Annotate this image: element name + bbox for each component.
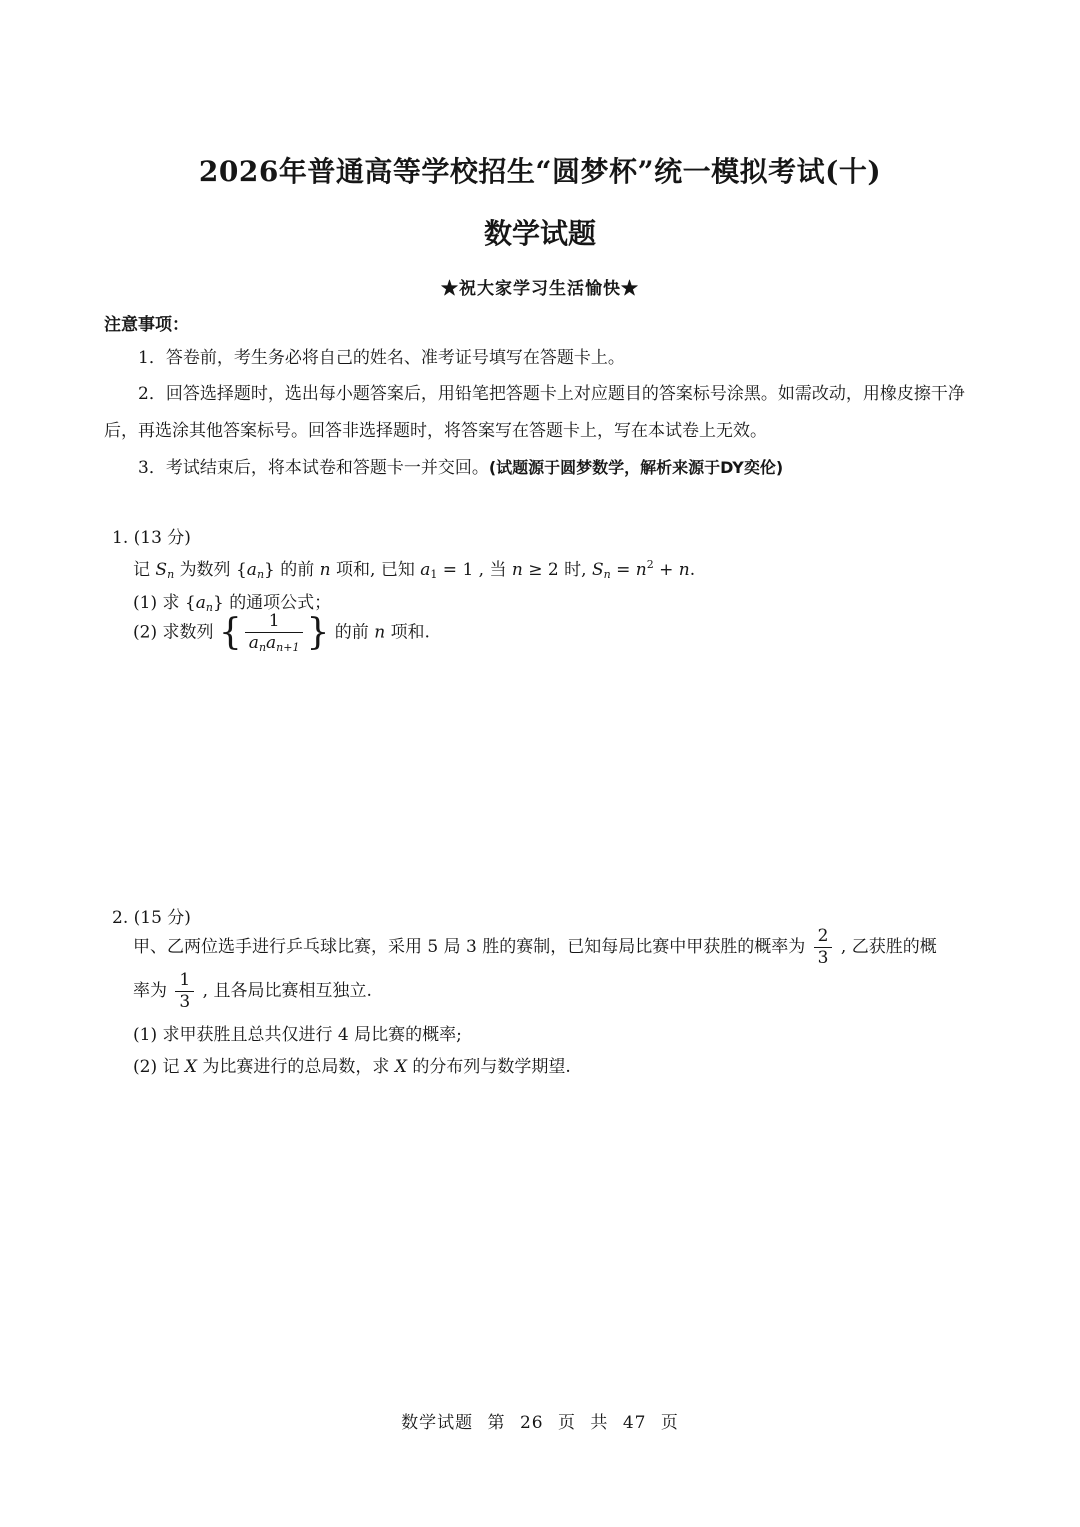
q1-sub-1: 1 bbox=[430, 568, 438, 581]
notes-heading: 注意事项： bbox=[104, 315, 189, 335]
q1-stem bbox=[133, 555, 695, 581]
q1-var-n: n bbox=[319, 560, 331, 580]
q1-var-n: n bbox=[374, 622, 386, 643]
q2-stem-line-2 bbox=[133, 972, 372, 1011]
q2-part-1: (1) 求甲获胜且总共仅进行 4 局比赛的概率; bbox=[133, 1025, 462, 1045]
q1-text: 记 bbox=[133, 560, 150, 580]
q1-part2-label: (2) 求数列 bbox=[133, 622, 214, 643]
q1-brace: } bbox=[264, 560, 275, 580]
exam-title: 2026年普通高等学校招生“圆梦杯”统一模拟考试(十) bbox=[198, 155, 882, 188]
q1-sub-n: n bbox=[258, 641, 267, 654]
q1-sub-n: n bbox=[256, 568, 265, 581]
q1-var-n: n bbox=[511, 560, 523, 580]
fraction-denominator bbox=[245, 632, 304, 653]
q1-text: ≥ 2 时, bbox=[528, 560, 587, 580]
fraction-denominator: 3 bbox=[175, 991, 194, 1011]
q1-var-a: a bbox=[195, 593, 206, 613]
note-item-3 bbox=[138, 450, 783, 486]
fraction-numerator: 1 bbox=[268, 611, 280, 631]
footer-page-number: 26 bbox=[519, 1413, 544, 1433]
q1-text: 的前 bbox=[280, 560, 315, 580]
q1-text: . bbox=[689, 560, 696, 580]
q2-text: 率为 bbox=[133, 981, 167, 1001]
q1-sub-n1: n+1 bbox=[276, 641, 300, 654]
footer-text: 第 bbox=[487, 1413, 506, 1433]
footer-text: 页 bbox=[660, 1413, 679, 1433]
q1-part2-text: 项和. bbox=[390, 622, 430, 643]
q1-part1-text: 的通项公式； bbox=[229, 593, 332, 613]
q1-part-1 bbox=[133, 588, 331, 614]
q1-var-s: S bbox=[591, 560, 604, 580]
q2-part-2 bbox=[133, 1052, 571, 1077]
q2-text: , 乙获胜的概 bbox=[840, 937, 937, 957]
q1-var-a: a bbox=[248, 633, 259, 653]
q2-text: 甲、乙两位选手进行乒乓球比赛，采用 5 局 3 胜的赛制，已知每局比赛中甲获胜的概率为 bbox=[133, 937, 806, 957]
q2-text: , 且各局比赛相互独立. bbox=[202, 981, 372, 1001]
footer-total-pages: 47 bbox=[622, 1413, 647, 1433]
q2-stem-line-1 bbox=[133, 928, 937, 967]
q1-heading: 1. (13 分) bbox=[112, 528, 191, 548]
fraction-numerator: 2 bbox=[817, 926, 829, 946]
q1-brace: { bbox=[235, 560, 247, 580]
q1-exponent: 2 bbox=[646, 558, 654, 571]
footer-text: 共 bbox=[590, 1413, 609, 1433]
q1-text: = 1 , 当 bbox=[442, 560, 507, 580]
q1-big-brace: { bbox=[218, 612, 242, 653]
q1-text: = bbox=[616, 560, 631, 580]
page-footer bbox=[0, 1408, 1080, 1433]
q1-var-n: n bbox=[635, 560, 647, 580]
q2-fraction-1-3 bbox=[175, 972, 194, 1011]
q1-var-s: S bbox=[155, 560, 168, 580]
fraction-denominator: 3 bbox=[814, 947, 833, 967]
q1-part-2 bbox=[133, 613, 430, 653]
wish-line: ★祝大家学习生活愉快★ bbox=[441, 279, 639, 299]
q2-var-x: X bbox=[394, 1057, 407, 1077]
note-item-1: 1．答卷前，考生务必将自己的姓名、准考证号填写在答题卡上。 bbox=[138, 348, 625, 368]
q1-part2-text: 的前 bbox=[334, 622, 369, 643]
footer-label: 数学试题 bbox=[401, 1413, 474, 1433]
q1-text: 项和, 已知 bbox=[336, 560, 415, 580]
fraction-numerator: 1 bbox=[179, 970, 191, 990]
q1-var-n: n bbox=[678, 560, 690, 580]
footer-text: 页 bbox=[558, 1413, 576, 1433]
q1-var-a: a bbox=[246, 560, 257, 580]
q2-text: 为比赛进行的总局数，求 bbox=[202, 1057, 390, 1077]
q1-part1-label: (1) 求 bbox=[133, 593, 180, 613]
q1-fraction bbox=[245, 613, 304, 653]
q1-brace: { bbox=[184, 593, 196, 613]
q1-big-brace: } bbox=[306, 612, 330, 653]
q2-heading: 2. (15 分) bbox=[112, 908, 191, 928]
q2-fraction-2-3 bbox=[814, 928, 833, 967]
q1-brace: } bbox=[212, 593, 224, 613]
q1-sub-n: n bbox=[205, 601, 213, 614]
q2-part2-label: (2) 记 bbox=[133, 1057, 180, 1077]
q1-sub-n: n bbox=[167, 568, 175, 581]
exam-subtitle: 数学试题 bbox=[483, 217, 596, 250]
note-item-3-source: (试题源于圆梦数学，解析来源于DY奕伦) bbox=[488, 458, 784, 477]
q1-sub-n: n bbox=[603, 568, 611, 581]
q2-var-x: X bbox=[184, 1057, 197, 1077]
q1-var-a: a bbox=[266, 633, 277, 653]
q2-text: 的分布列与数学期望. bbox=[412, 1057, 571, 1077]
note-item-3-text: 3．考试结束后，将本试卷和答题卡一并交回。 bbox=[138, 458, 489, 478]
q1-text: + bbox=[659, 560, 674, 580]
q1-var-a: a bbox=[420, 560, 431, 580]
note-item-2: 2．回答选择题时，选出每小题答案后，用铅笔把答题卡上对应题目的答案标号涂黑。如需改动，用橡皮擦干净后，再选涂其他答案标号。回答非选择题时，将答案写在答题卡上，写在本试卷上无效。 bbox=[104, 384, 965, 441]
q1-text: 为数列 bbox=[179, 560, 231, 580]
